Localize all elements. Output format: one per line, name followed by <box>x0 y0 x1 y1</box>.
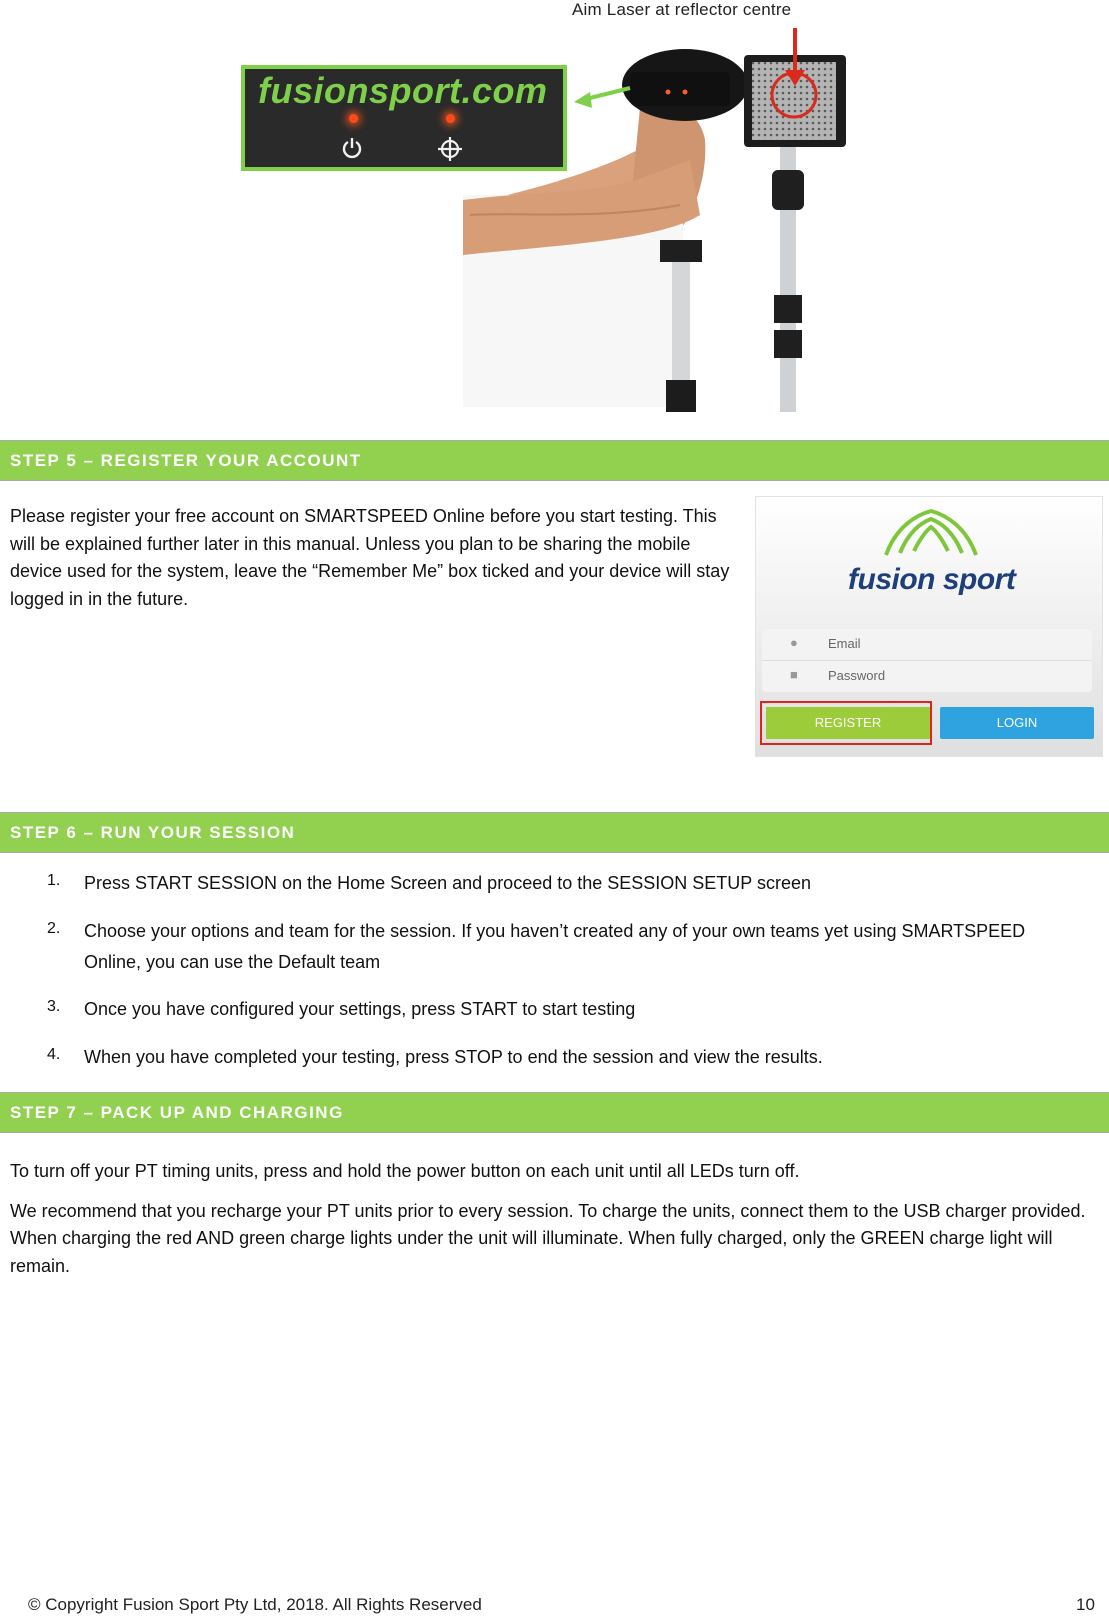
tripod-clamp-r1 <box>772 170 804 210</box>
device-face <box>630 72 730 106</box>
list-item-number: 4. <box>47 1046 61 1063</box>
step5-body <box>10 503 730 613</box>
device-led-2 <box>683 90 688 95</box>
step6-heading: STEP 6 – RUN YOUR SESSION <box>10 823 296 842</box>
tripod-clamp-r2 <box>774 295 802 323</box>
device-aiming-figure <box>0 0 1109 420</box>
step7-paragraph-1: To turn off your PT timing units, press and hold the power button on each unit until all LEDs turn off. <box>10 1161 800 1181</box>
list-item: Once you have configured your settings, press START to start testing <box>84 999 636 1019</box>
figure-caption: Aim Laser at reflector centre <box>572 0 792 19</box>
email-field[interactable] <box>762 629 1092 660</box>
step7-body <box>10 1158 1105 1280</box>
crosshair-icon <box>437 136 463 162</box>
list-item-number: 1. <box>47 872 61 889</box>
power-icon <box>340 136 364 160</box>
list-item: When you have completed your testing, press STOP to end the session and view the results. <box>84 1047 823 1067</box>
login-screenshot <box>755 496 1103 757</box>
figure-illustration <box>0 0 1109 420</box>
login-brand: fusion sport <box>848 563 1016 596</box>
device-led-1 <box>666 90 671 95</box>
lock-icon: ■ <box>790 667 798 682</box>
register-button[interactable]: REGISTER <box>766 707 930 739</box>
user-icon: ● <box>790 635 798 650</box>
list-item: Press START SESSION on the Home Screen and proceed to the SESSION SETUP screen <box>84 873 812 893</box>
step5-heading-bar <box>0 440 1109 481</box>
step5-heading: STEP 5 – REGISTER YOUR ACCOUNT <box>10 451 362 470</box>
step5-paragraph: Please register your free account on SMARTSPEED Online before you start testing. This will be explained further later in this manual. Unless you plan to be sharing the mobile device used for the system, leave the “Remember Me” box ticked and your device will stay logged in in the future. <box>10 506 730 609</box>
green-callout-arrow-head <box>574 92 592 108</box>
list-item: Choose your options and team for the session. If you haven’t created any of your own teams yet using SMARTSPEED Online, you can use the Default team <box>84 921 1026 972</box>
footer-copyright: © Copyright Fusion Sport Pty Ltd, 2018. All Rights Reserved <box>28 1595 482 1614</box>
step7-heading-bar <box>0 1092 1109 1133</box>
tripod-head-left <box>660 240 702 262</box>
closeup-logo-text: fusionsport.com <box>258 70 548 111</box>
footer-page-number: 10 <box>1076 1595 1095 1614</box>
closeup-led-power <box>349 114 358 123</box>
list-item-number: 2. <box>47 920 61 937</box>
step6-heading-bar <box>0 812 1109 853</box>
fusion-sport-logo-icon <box>876 507 986 557</box>
register-highlight-box <box>760 701 932 745</box>
step7-heading: STEP 7 – PACK UP AND CHARGING <box>10 1103 344 1122</box>
login-button[interactable]: LOGIN <box>940 707 1094 739</box>
tripod-clamp-r3 <box>774 330 802 358</box>
email-placeholder: Email <box>828 636 861 651</box>
closeup-led-target <box>446 114 455 123</box>
tripod-clamp-left <box>666 380 696 412</box>
password-placeholder: Password <box>828 668 886 683</box>
step7-paragraph-2: We recommend that you recharge your PT units prior to every session. To charge the units, connect them to the USB charger provided. When charging the red AND green charge lights under the unit will illuminate. When fully charged, only the GREEN charge light will remain. <box>10 1200 1086 1276</box>
list-item-number: 3. <box>47 998 61 1015</box>
password-field[interactable] <box>762 661 1092 692</box>
